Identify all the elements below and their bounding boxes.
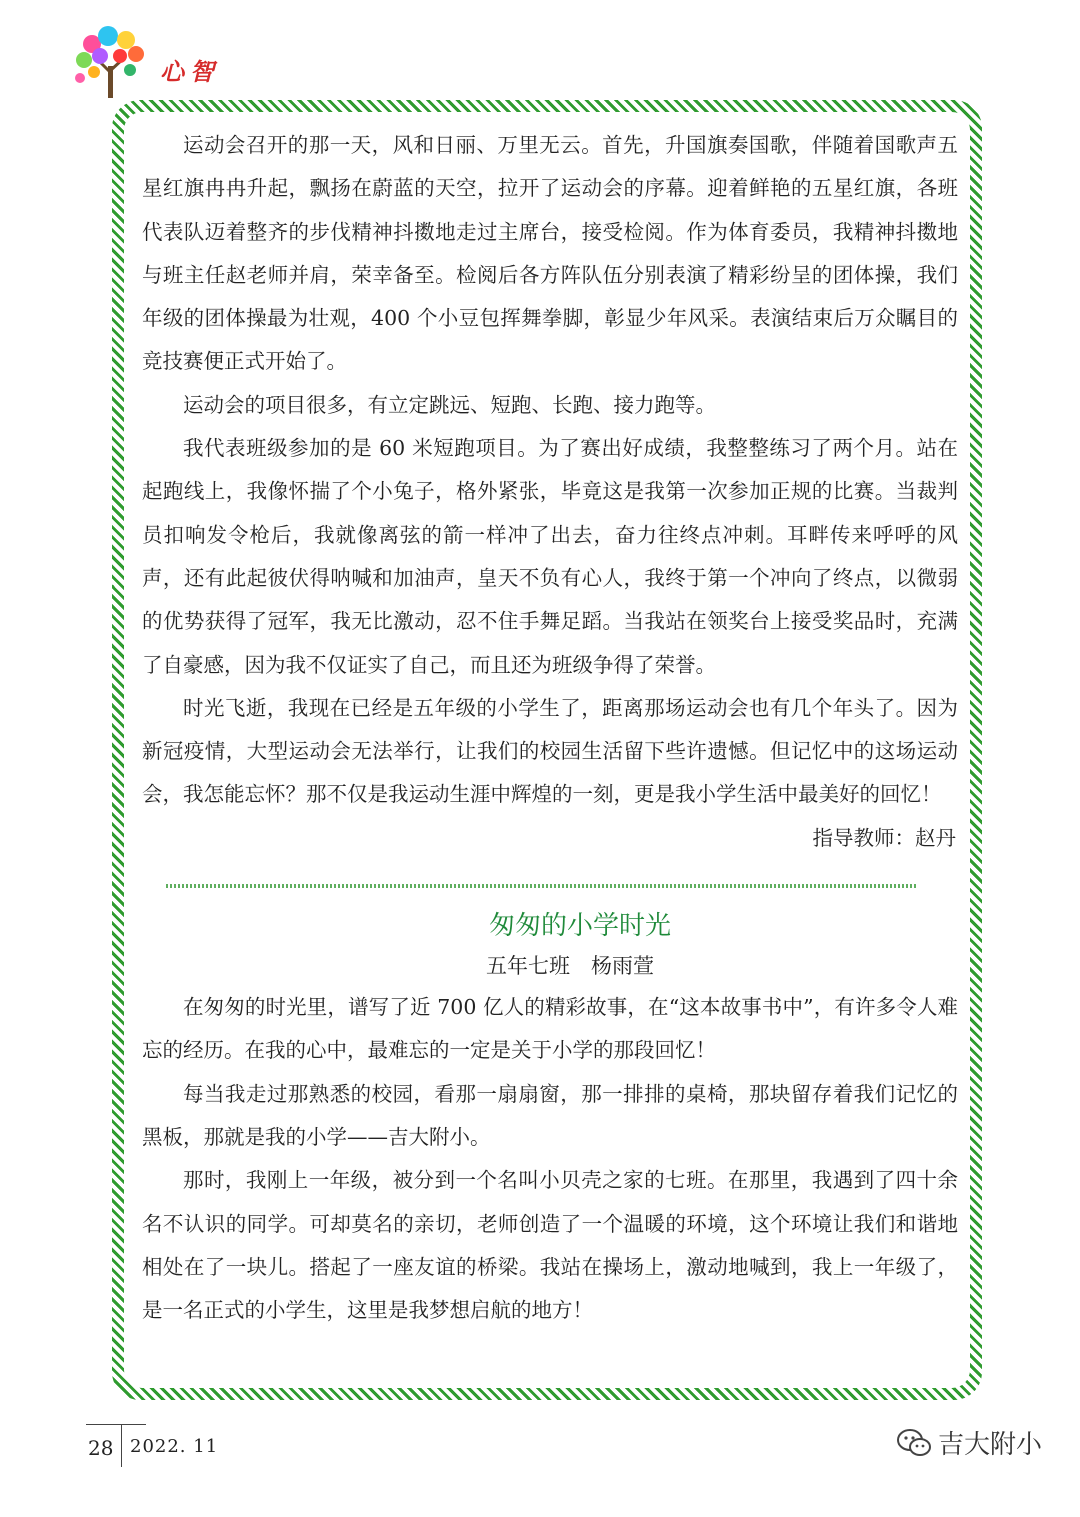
article1-paragraph-1: 运动会召开的那一天，风和日丽、万里无云。首先，升国旗奏国歌，伴随着国歌声五星红旗冉冉升起，飘扬在蔚蓝的天空，拉开了运动会的序幕。迎着鲜艳的五星红旗，各班代表队迈着整齐的步伐精神抖擞地走过主席台，接受检阅。作为体育委员，我精神抖擞地与班主任赵老师并肩，荣幸备至。检阅后各方阵队伍分别表演了精彩纷呈的团体操，我们年级的团体操最为壮观，400 个小豆包挥舞拳脚，彰显少年风采。表演结束后万众瞩目的竞技赛便正式开始了。 [142, 133, 958, 374]
issue-date: 2022. 11 [130, 1436, 219, 1457]
article1-paragraph-2: 运动会的项目很多，有立定跳远、短跑、长跑、接力跑等。 [183, 392, 716, 417]
article2-title: 匆匆的小学时光 [488, 911, 671, 942]
watermark-text: 吉大附小 [938, 1429, 1043, 1459]
footer-rule [86, 1424, 146, 1425]
wechat-watermark [896, 1424, 1042, 1461]
article2-author: 五年七班 杨雨萱 [486, 954, 654, 979]
section-divider [166, 884, 916, 888]
article1-signature: 指导教师：赵丹 [812, 825, 956, 850]
logo-text: 心智 [160, 57, 220, 86]
wechat-icon [896, 1428, 932, 1458]
article2-paragraph-3: 那时，我刚上一年级，被分到一个名叫小贝壳之家的七班。在那里，我遇到了四十余名不认识的同学。可却莫名的亲切，老师创造了一个温暖的环境，这个环境让我们和谐地相处在了一块儿。搭起了一座友谊的桥梁。我站在操场上，激动地喊到，我上一年级了，是一名正式的小学生，这里是我梦想启航的地方！ [142, 1168, 958, 1323]
article2-paragraph-1: 在匆匆的时光里，谱写了近 700 亿人的精彩故事，在“这本故事书中”，有许多令人难忘的经历。在我的心中，最难忘的一定是关于小学的那段回忆！ [142, 995, 958, 1063]
article-content [142, 124, 958, 1332]
article1-paragraph-3: 我代表班级参加的是 60 米短跑项目。为了赛出好成绩，我整整练习了两个月。站在起跑线上，我像怀揣了个小兔子，格外紧张，毕竟这是我第一次参加正规的比赛。当裁判员扣响发令枪后，我就像离弦的箭一样冲了出去，奋力往终点冲刺。耳畔传来呼呼的风声，还有此起彼伏得呐喊和加油声，皇天不负有心人，我终于第一个冲向了终点，以微弱的优势获得了冠军，我无比激动，忍不住手舞足蹈。当我站在领奖台上接受奖品时，充满了自豪感，因为我不仅证实了自己，而且还为班级争得了荣誉。 [142, 436, 958, 677]
page-number: 28 [88, 1436, 114, 1460]
tree-logo-icon [72, 22, 152, 100]
footer-separator [121, 1425, 122, 1467]
article1-paragraph-4: 时光飞逝，我现在已经是五年级的小学生了，距离那场运动会也有几个年头了。因为新冠疫情，大型运动会无法举行，让我们的校园生活留下些许遗憾。但记忆中的这场运动会，我怎能忘怀？那不仅是我运动生涯中辉煌的一刻，更是我小学生活中最美好的回忆！ [142, 695, 958, 807]
article2-paragraph-2: 每当我走过那熟悉的校园，看那一扇扇窗，那一排排的桌椅，那块留存着我们记忆的黑板，那就是我的小学——吉大附小。 [142, 1081, 958, 1149]
